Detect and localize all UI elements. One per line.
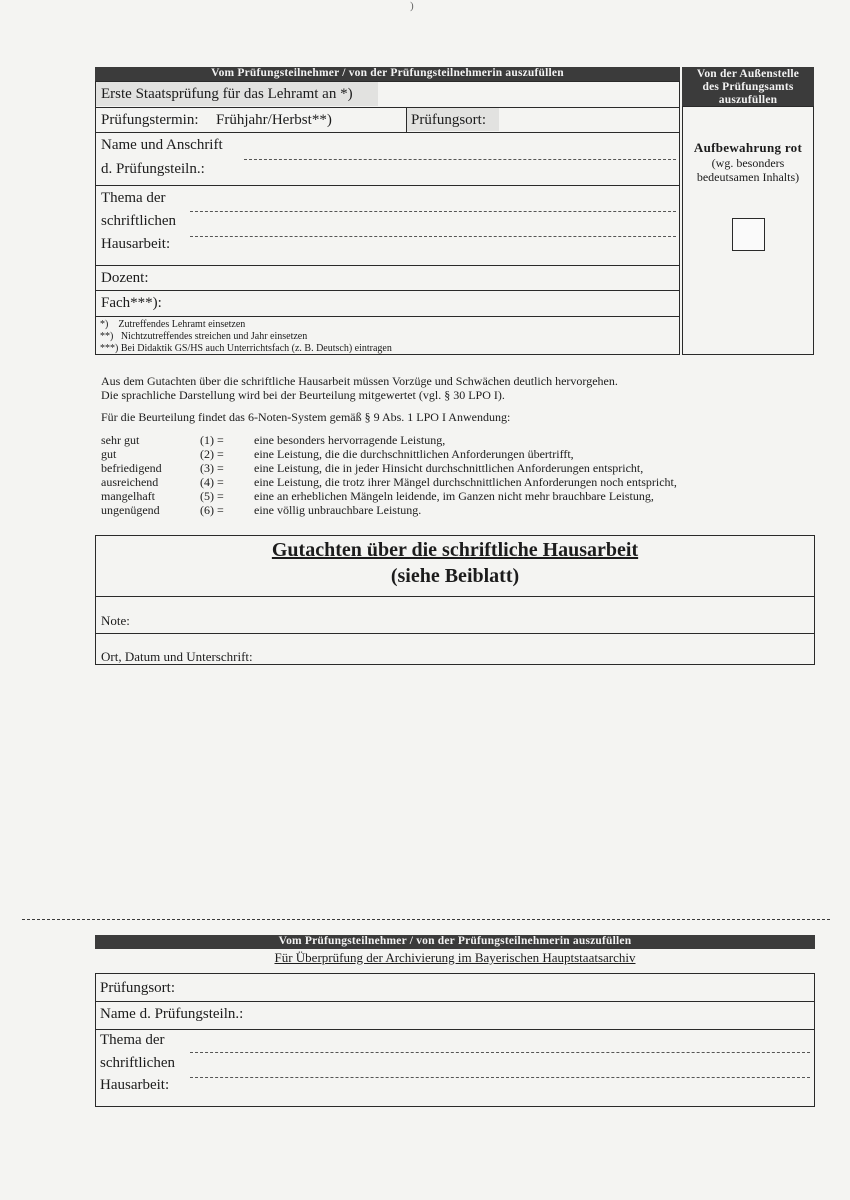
signature-label: Ort, Datum und Unterschrift:	[101, 649, 253, 664]
office-header-line-3: auszufüllen	[718, 94, 778, 106]
form1-header-band: Vom Prüfungsteilnehmer / von der Prüfungsteilnehmerin auszufüllen	[95, 67, 680, 81]
instruction-line-3: Für die Beurteilung findet das 6-Noten-System gemäß § 9 Abs. 1 LPO I Anwendung:	[101, 410, 511, 424]
office-header-line-2: des Prüfungsamts	[702, 81, 794, 93]
subject-label: Fach***):	[101, 295, 162, 311]
footnote-1: *) Zutreffendes Lehramt einsetzen	[100, 319, 246, 330]
topic-label-1: Thema der	[101, 190, 166, 206]
lecturer-field[interactable]	[160, 268, 676, 288]
grade-label: Note:	[101, 613, 130, 628]
grade-number: (2) =	[200, 447, 224, 461]
office-header-line-1: Von der Außenstelle	[696, 68, 800, 80]
instruction-line-2: Die sprachliche Darstellung wird bei der Beurteilung mitgewertet (vgl. § 30 LPO I).	[101, 388, 505, 402]
top-mark: )	[410, 0, 414, 12]
grade-description: eine Leistung, die trotz ihrer Mängel durchschnittlichen Anforderungen noch entspricht,	[254, 475, 677, 489]
archive-place-label: Prüfungsort:	[100, 980, 175, 996]
form2-header-band: Vom Prüfungsteilnehmer / von der Prüfungsteilnehmerin auszufüllen	[95, 935, 815, 949]
grade-field[interactable]	[140, 600, 810, 630]
archive-place-field[interactable]	[190, 977, 810, 999]
exam-place-label: Prüfungsort:	[411, 112, 486, 128]
footnote-2: **) Nichtzutreffendes streichen und Jahr einsetzen	[100, 331, 308, 342]
storage-note-1: (wg. besonders	[711, 156, 785, 170]
name-address-label-1: Name und Anschrift	[101, 137, 223, 153]
grade-number: (6) =	[200, 503, 224, 517]
archive-subtitle: Für Überprüfung der Archivierung im Bayerischen Hauptstaatsarchiv	[274, 950, 636, 965]
topic-field-line-2[interactable]	[190, 236, 676, 237]
topic-label-2: schriftlichen	[101, 213, 176, 229]
grade-name: sehr gut	[101, 433, 140, 447]
grade-description: eine an erheblichen Mängeln leidende, im Ganzen nicht mehr brauchbare Leistung,	[254, 489, 654, 503]
office-header-band	[682, 67, 814, 106]
grade-name: ausreichend	[101, 475, 159, 489]
archive-topic-label-1: Thema der	[100, 1032, 165, 1048]
archive-topic-field-line-2[interactable]	[190, 1077, 810, 1078]
footnote-3: ***) Bei Didaktik GS/HS auch Unterrichtsfach (z. B. Deutsch) eintragen	[100, 343, 392, 354]
exam-place-field[interactable]	[503, 110, 675, 128]
grade-description: eine völlig unbrauchbare Leistung.	[254, 503, 422, 517]
archive-name-label: Name d. Prüfungsteiln.:	[100, 1006, 244, 1022]
grade-description: eine besonders hervorragende Leistung,	[254, 433, 446, 447]
grade-description: eine Leistung, die die durchschnittlichen Anforderungen übertrifft,	[254, 447, 574, 461]
grade-number: (3) =	[200, 461, 224, 475]
grade-description: eine Leistung, die in jeder Hinsicht durchschnittlichen Anforderungen entspricht,	[254, 461, 644, 475]
storage-title: Aufbewahrung rot	[693, 140, 803, 155]
grade-name: mangelhaft	[101, 489, 155, 503]
grade-number: (5) =	[200, 489, 224, 503]
lecturer-label: Dozent:	[101, 270, 149, 286]
signature-field[interactable]	[275, 637, 810, 663]
grade-name: gut	[101, 447, 117, 461]
name-address-label-2: d. Prüfungsteiln.:	[101, 161, 205, 177]
exam-type-label: Erste Staatsprüfung für das Lehramt an *)	[101, 86, 353, 102]
subject-field[interactable]	[170, 293, 676, 313]
storage-note-2: bedeutsamen Inhalts)	[696, 170, 800, 184]
exam-date-label: Prüfungstermin:	[101, 112, 199, 128]
topic-field-line-1[interactable]	[190, 211, 676, 212]
grade-name: befriedigend	[101, 461, 162, 475]
archive-topic-field-line-1[interactable]	[190, 1052, 810, 1053]
exam-type-field[interactable]	[384, 87, 674, 103]
grade-number: (1) =	[200, 433, 224, 447]
topic-label-3: Hausarbeit:	[101, 236, 171, 252]
archive-name-field[interactable]	[255, 1004, 810, 1026]
archive-topic-label-3: Hausarbeit:	[100, 1077, 170, 1093]
storage-checkbox[interactable]	[732, 218, 765, 251]
grade-name: ungenügend	[101, 503, 160, 517]
name-address-field[interactable]	[244, 159, 676, 160]
cut-line	[22, 919, 830, 920]
review-subtitle: (siehe Beiblatt)	[390, 565, 520, 587]
archive-topic-label-2: schriftlichen	[100, 1055, 175, 1071]
exam-date-value[interactable]: Frühjahr/Herbst**)	[216, 112, 332, 128]
review-title: Gutachten über die schriftliche Hausarbeit	[271, 539, 639, 561]
instruction-line-1: Aus dem Gutachten über die schriftliche Hausarbeit müssen Vorzüge und Schwächen deutlich hervorgehen.	[101, 374, 618, 388]
grade-number: (4) =	[200, 475, 224, 489]
